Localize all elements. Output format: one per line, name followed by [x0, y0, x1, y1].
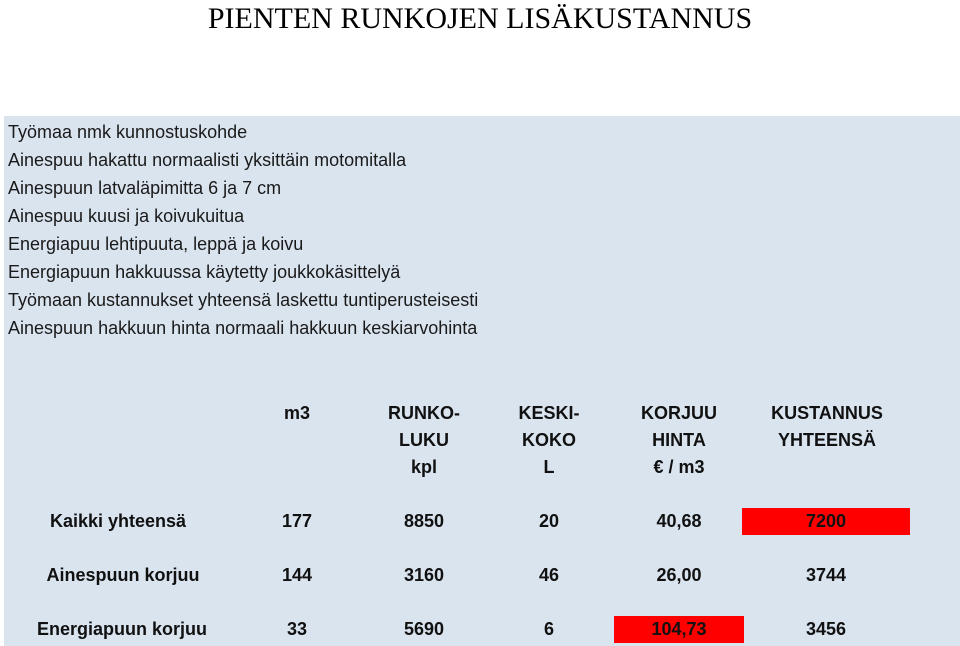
table-row: [4, 562, 960, 592]
info-item: Työmaan kustannukset yhteensä laskettu tuntiperusteisesti: [8, 290, 479, 310]
column-header-line: LUKU: [399, 430, 449, 450]
content-panel: [4, 116, 960, 646]
row-label: Energiapuun korjuu: [36, 619, 207, 639]
table-row: [4, 616, 960, 646]
cell-keskikoko: 6: [543, 619, 554, 639]
column-header-line: KUSTANNUS: [771, 403, 883, 423]
column-header-line: kpl: [410, 457, 437, 477]
cost-table: [4, 400, 960, 646]
cell-m3: 144: [281, 565, 313, 585]
info-item: Ainespuun hakkuun hinta normaali hakkuun keskiarvohinta: [8, 318, 478, 338]
column-header-keskikoko: [494, 400, 604, 481]
row-label: Ainespuun korjuu: [46, 565, 200, 585]
cell-kustannus: 3744: [805, 565, 847, 585]
cell-m3: 33: [286, 619, 308, 639]
cell-m3: 177: [281, 511, 313, 531]
column-header-line: € / m3: [653, 457, 705, 477]
info-item: Energiapuu lehtipuuta, leppä ja koivu: [8, 234, 304, 254]
page-title: PIENTEN RUNKOJEN LISÄKUSTANNUS: [207, 2, 753, 35]
column-header-m3: [254, 400, 340, 427]
cell-hinta-highlighted: 104,73: [614, 616, 744, 643]
row-label: Kaikki yhteensä: [49, 511, 187, 531]
cell-kustannus: 3456: [805, 619, 847, 639]
column-header-line: L: [543, 457, 555, 477]
info-item: Ainespuun latvaläpimitta 6 ja 7 cm: [8, 178, 282, 198]
cell-keskikoko: 20: [538, 511, 560, 531]
column-header-line: KORJUU: [640, 403, 717, 423]
column-header-line: KOKO: [522, 430, 576, 450]
cell-keskikoko: 46: [538, 565, 560, 585]
column-header-line: RUNKO-: [388, 403, 460, 423]
column-header-hinta: [616, 400, 742, 481]
info-item: Ainespuu kuusi ja koivukuitua: [8, 206, 245, 226]
column-header-line: KESKI-: [518, 403, 580, 423]
table-row: [4, 508, 960, 538]
column-header-kustannus: [742, 400, 912, 454]
cell-runkoluku: 3160: [403, 565, 445, 585]
column-header-runkoluku: [364, 400, 484, 481]
cell-hinta: 26,00: [656, 565, 702, 585]
cell-hinta: 40,68: [656, 511, 702, 531]
cell-kustannus-highlighted: 7200: [742, 508, 910, 535]
info-item: Työmaa nmk kunnostuskohde: [8, 122, 248, 142]
info-item: Energiapuun hakkuussa käytetty joukkokäsittelyä: [8, 262, 401, 282]
cell-runkoluku: 8850: [403, 511, 445, 531]
cell-runkoluku: 5690: [403, 619, 445, 639]
column-header-line: YHTEENSÄ: [777, 430, 876, 450]
column-header-line: m3: [283, 403, 310, 423]
column-header-line: HINTA: [652, 430, 706, 450]
info-list: [8, 116, 478, 342]
info-item: Ainespuu hakattu normaalisti yksittäin motomitalla: [8, 150, 407, 170]
